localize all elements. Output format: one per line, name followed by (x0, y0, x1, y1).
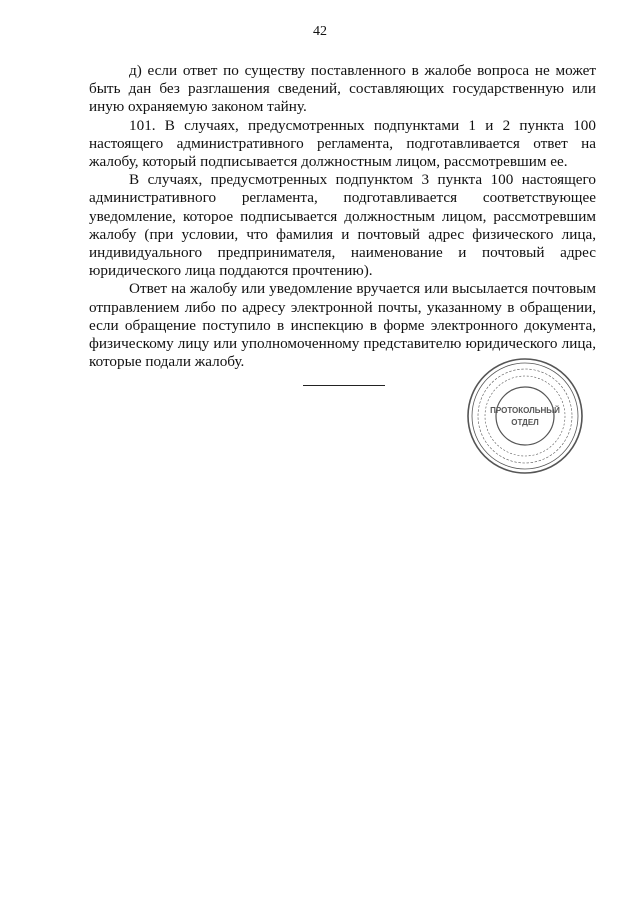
paragraph-delivery: Ответ на жалобу или уведомление вручается или высылается почтовым отправлением либо по адресу электронной почты, указанному в обращении, если обращение поступило в инспекцию в форме электронного документа, физическому лицу или уполномоченному представителю юридического лица, которые подали жалобу. (89, 280, 596, 371)
paragraph-101: 101. В случаях, предусмотренных подпунктами 1 и 2 пункта 100 настоящего административного регламента, подготавливается ответ на жалобу, который подписывается должностным лицом, рассмотревшим ее. (89, 116, 596, 171)
paragraph-notification: В случаях, предусмотренных подпунктом 3 пункта 100 настоящего административного регламента, подготавливается соответствующее уведомление, которое подписывается должностным лицом, рассмотревшим жалобу (при условии, что фамилия и почтовый адрес физического лица, индивидуального предпринимателя, наименование и почтовый адрес юридического лица поддаются прочтению). (89, 171, 596, 280)
closing-separator-line (303, 385, 385, 386)
stamp-text-line2: ОТДЕЛ (511, 418, 539, 427)
official-stamp (465, 356, 585, 476)
stamp-text-line1: ПРОТОКОЛЬНЫЙ (490, 406, 560, 415)
paragraph-subitem-d: д) если ответ по существу поставленного в жалобе вопроса не может быть дан без разглашения сведений, составляющих государственную или иную охраняемую законом тайну. (89, 62, 596, 116)
stamp-seal-icon (465, 356, 585, 476)
document-body (89, 62, 596, 371)
page-number: 42 (313, 24, 327, 39)
